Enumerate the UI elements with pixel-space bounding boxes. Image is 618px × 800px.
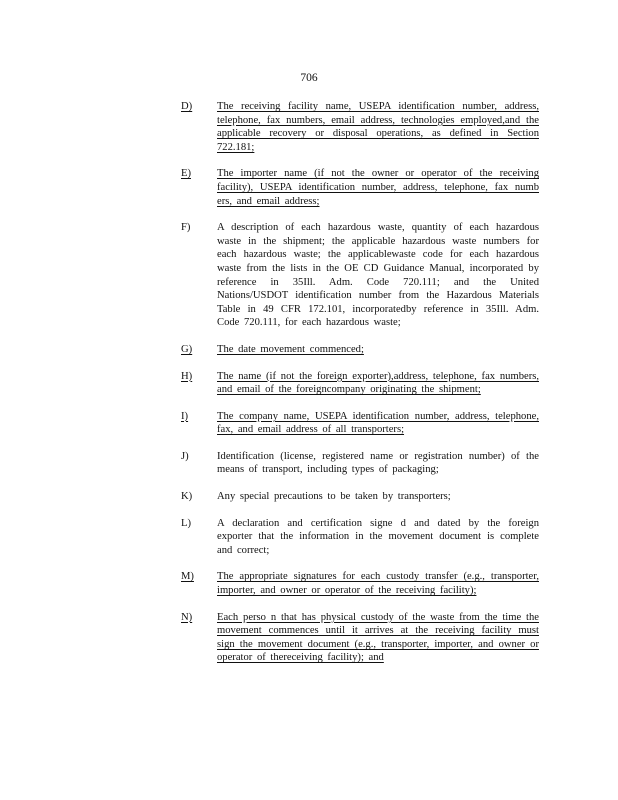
list-item-f [181,221,539,330]
item-letter: F) [181,222,191,234]
item-letter: G) [181,343,193,355]
item-text [217,517,539,558]
item-text [217,100,539,154]
item-text-content: The appropriate signatures for each custody transfer (e.g., transporter, importer, and owner or operator of the receiving facility); [217,571,539,597]
list-item-h [181,370,539,397]
list-item-i [181,410,539,437]
item-text-content: A description of each hazardous waste, quantity of each hazardous waste in the shipment; the applicable hazardous waste numbers for each hazardous waste; the applicablewaste code for each hazardous waste from the lists in the OE CD Guidance Manual, incorporated by reference in 35Ill. Adm. Code 720.111; and the United Nations/USDOT identification number from the Hazardous Materials Table in 49 CFR 172.101, incorporatedby reference in 35Ill. Adm. Code 720.111, for each hazardous waste; [217,222,539,329]
item-text-content: The company name, USEPA identification number, address, telephone, fax, and email address of all transporters; [217,410,539,436]
page-number: 706 [300,72,318,84]
item-letter: I) [181,410,189,422]
list-item-n [181,611,539,665]
item-text [217,570,539,597]
item-list [181,100,539,665]
item-text [217,410,539,437]
item-text [217,611,539,665]
list-item-l [181,517,539,558]
item-letter: L) [181,517,191,529]
list-item-g [181,343,539,357]
item-text [217,370,539,397]
item-text-content: The importer name (if not the owner or operator of the receiving facility), USEPA identification number, address, telephone, fax numb ers, and email address; [217,168,539,207]
item-text [217,221,539,330]
item-text [217,490,539,504]
item-letter: N) [181,611,193,623]
list-item-j [181,450,539,477]
item-text-content: Identification (license, registered name or registration number) of the means of transport, including types of packaging; [217,450,539,476]
item-text-content: The receiving facility name, USEPA identification number, address, telephone, fax numbers, email address, technologies employed,and the applicable recovery or disposal operations, as defined in Section 722.181; [217,101,539,153]
item-text-content: Each perso n that has physical custody of the waste from the time the movement commences until it arrives at the receiving facility must sign the movement document (e.g., transporter, importer, and owner or operator of thereceiving facility); and [217,611,539,664]
item-letter: D) [181,101,193,112]
list-item-e [181,167,539,208]
list-item-m [181,570,539,597]
item-letter: H) [181,370,193,382]
list-item-k [181,490,539,504]
list-item-d [181,100,539,154]
item-letter: J) [181,450,189,462]
item-letter: M) [181,571,194,583]
item-text-content: The name (if not the foreign exporter),address, telephone, fax numbers, and email of the foreigncompany originating the shipment; [217,370,539,396]
item-text [217,450,539,477]
item-text-content: Any special precautions to be taken by transporters; [217,491,451,503]
item-letter: K) [181,491,193,503]
item-text [217,167,539,208]
item-letter: E) [181,168,191,180]
item-text-content: The date movement commenced; [217,343,364,355]
item-text-content: A declaration and certification signe d and dated by the foreign exporter that the information in the movement document is complete and correct; [217,517,539,556]
item-text [217,343,539,357]
